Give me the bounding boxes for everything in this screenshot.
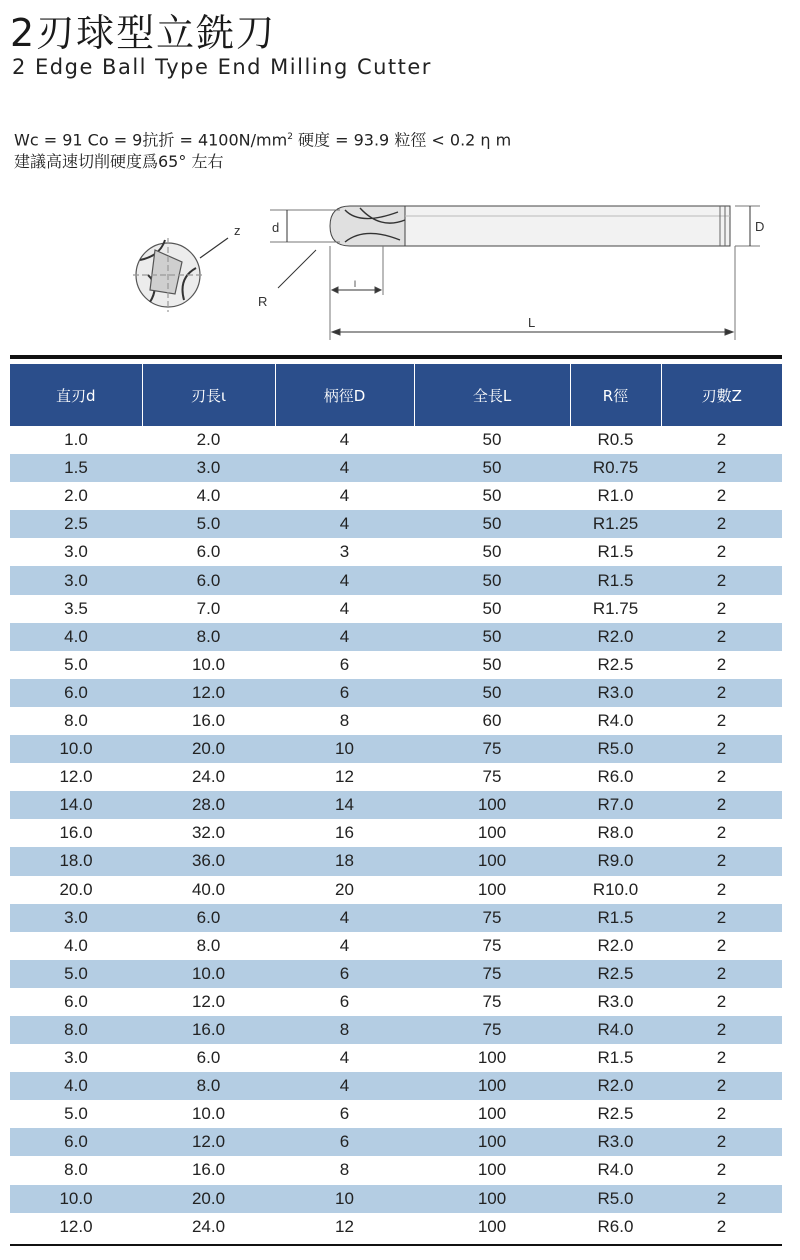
cell-edge-length: 6.0 (196, 1048, 221, 1068)
table-row (10, 1128, 782, 1156)
cell-shank-diameter: 6 (339, 1104, 350, 1124)
cell-radius: R8.0 (597, 823, 634, 843)
flute-count-label: z (234, 223, 241, 238)
cell-edge-length: 36.0 (142, 847, 275, 875)
cell-radius: R2.0 (570, 1072, 661, 1100)
cell-overall-length: 100 (414, 1128, 570, 1156)
cell-radius: R2.0 (597, 935, 634, 955)
spec-table (10, 364, 782, 1241)
cell-edge-length: 6.0 (142, 566, 275, 594)
table-row (10, 763, 782, 791)
cell-flute-count: 2 (661, 960, 782, 988)
cell-flute-count: 2 (716, 935, 727, 955)
cell-diameter: 5.0 (64, 654, 88, 674)
cell-radius: R3.0 (597, 991, 634, 1011)
cell-radius: R1.75 (592, 598, 639, 618)
cell-overall-length: 100 (414, 847, 570, 875)
cell-shank-diameter: 6 (339, 654, 350, 674)
cell-diameter: 18.0 (10, 847, 142, 875)
cell-diameter: 4.0 (10, 1072, 142, 1100)
cell-overall-length: 100 (477, 1160, 507, 1180)
table-row (10, 1044, 782, 1072)
dim-label-L: L (528, 315, 536, 330)
cell-flute-count: 2 (716, 486, 727, 506)
cell-shank-diameter: 14 (275, 791, 414, 819)
cell-shank-diameter: 6 (275, 679, 414, 707)
cell-flute-count: 2 (716, 879, 727, 899)
material-spec (14, 126, 511, 173)
cell-flute-count: 2 (716, 542, 727, 562)
cell-overall-length: 100 (414, 1185, 570, 1213)
cell-overall-length: 50 (482, 654, 502, 674)
cell-overall-length: 100 (477, 1104, 507, 1124)
cell-flute-count: 2 (716, 710, 727, 730)
cell-shank-diameter: 4 (339, 430, 350, 450)
cell-edge-length: 8.0 (142, 623, 275, 651)
cell-flute-count: 2 (716, 430, 727, 450)
cell-shank-diameter: 6 (275, 960, 414, 988)
cell-edge-length: 20.0 (142, 1185, 275, 1213)
table-row (10, 426, 782, 454)
cell-flute-count: 2 (661, 510, 782, 538)
cell-edge-length: 16.0 (142, 1016, 275, 1044)
cell-diameter: 3.5 (64, 598, 88, 618)
cell-radius: R3.0 (570, 1128, 661, 1156)
spec-line-1 (14, 126, 511, 151)
cell-edge-length: 40.0 (191, 879, 226, 899)
cell-flute-count: 2 (661, 454, 782, 482)
cell-overall-length: 50 (482, 598, 502, 618)
cell-diameter: 6.0 (64, 991, 88, 1011)
cell-overall-length: 50 (414, 679, 570, 707)
table-row (10, 904, 782, 932)
cell-edge-length: 24.0 (191, 1216, 226, 1236)
table-row (10, 595, 782, 623)
cell-diameter: 4.0 (64, 935, 88, 955)
cell-edge-length: 10.0 (191, 654, 226, 674)
col-header-flute-count: 刃數Z (661, 364, 782, 426)
table-row (10, 1072, 782, 1100)
cell-diameter: 3.0 (10, 566, 142, 594)
dim-label-R: R (258, 294, 268, 309)
cell-radius: R1.5 (597, 1048, 634, 1068)
cell-diameter: 3.0 (64, 1048, 88, 1068)
cell-shank-diameter: 4 (275, 510, 414, 538)
cell-edge-length: 10.0 (191, 1104, 226, 1124)
cell-shank-diameter: 10 (275, 735, 414, 763)
cell-diameter: 4.0 (10, 623, 142, 651)
cell-shank-diameter: 12 (335, 1216, 354, 1236)
cell-overall-length: 100 (477, 1048, 507, 1068)
col-header-diameter: 直刃d (10, 364, 142, 426)
cell-diameter: 20.0 (59, 879, 93, 899)
cell-flute-count: 2 (716, 1048, 727, 1068)
cell-diameter: 8.0 (64, 1160, 88, 1180)
cell-overall-length: 100 (477, 1216, 507, 1236)
table-row (10, 1156, 782, 1184)
cell-flute-count: 2 (661, 1185, 782, 1213)
cell-overall-length: 100 (477, 879, 507, 899)
cell-overall-length: 100 (414, 791, 570, 819)
table-row (10, 1213, 782, 1241)
cell-edge-length: 24.0 (191, 767, 226, 787)
cell-overall-length: 50 (482, 430, 502, 450)
table-row (10, 566, 782, 594)
cell-flute-count: 2 (661, 735, 782, 763)
cell-diameter: 14.0 (10, 791, 142, 819)
cell-diameter: 10.0 (10, 1185, 142, 1213)
table-row (10, 1100, 782, 1128)
table-row (10, 791, 782, 819)
cell-shank-diameter: 8 (339, 710, 350, 730)
cell-radius: R10.0 (592, 879, 639, 899)
cell-shank-diameter: 3 (339, 542, 350, 562)
col-header-radius: R徑 (570, 364, 661, 426)
cell-overall-length: 75 (482, 767, 502, 787)
cell-diameter: 10.0 (10, 735, 142, 763)
cell-overall-length: 50 (482, 542, 502, 562)
cell-diameter: 5.0 (10, 960, 142, 988)
cell-flute-count: 2 (661, 566, 782, 594)
col-header-edge-length: 刃長ι (142, 364, 275, 426)
end-view-drawing (133, 238, 228, 312)
cell-radius: R1.5 (570, 904, 661, 932)
cell-flute-count: 2 (661, 1016, 782, 1044)
cell-shank-diameter: 6 (275, 1128, 414, 1156)
cell-edge-length: 6.0 (196, 542, 221, 562)
cell-shank-diameter: 8 (275, 1016, 414, 1044)
table-row (10, 482, 782, 510)
cell-shank-diameter: 12 (335, 767, 354, 787)
cell-shank-diameter: 4 (339, 935, 350, 955)
cell-flute-count: 2 (661, 1072, 782, 1100)
table-row (10, 988, 782, 1016)
cell-overall-length: 75 (414, 960, 570, 988)
cell-edge-length: 5.0 (142, 510, 275, 538)
cell-radius: R7.0 (570, 791, 661, 819)
cell-flute-count: 2 (661, 1128, 782, 1156)
cell-shank-diameter: 4 (275, 566, 414, 594)
cell-edge-length: 2.0 (196, 430, 221, 450)
cell-overall-length: 75 (414, 1016, 570, 1044)
cell-diameter: 6.0 (10, 1128, 142, 1156)
cell-radius: R1.0 (597, 486, 634, 506)
cell-flute-count: 2 (661, 679, 782, 707)
cell-overall-length: 75 (414, 735, 570, 763)
cell-flute-count: 2 (716, 598, 727, 618)
cell-overall-length: 50 (414, 623, 570, 651)
cell-flute-count: 2 (661, 623, 782, 651)
cell-edge-length: 16.0 (191, 710, 226, 730)
cell-overall-length: 50 (482, 486, 502, 506)
cell-diameter: 1.0 (64, 430, 88, 450)
page-subtitle: 2 Edge Ball Type End Milling Cutter (12, 55, 432, 79)
cell-radius: R2.0 (570, 623, 661, 651)
cell-radius: R2.5 (597, 1104, 634, 1124)
cell-diameter: 12.0 (59, 1216, 93, 1236)
cell-edge-length: 4.0 (196, 486, 221, 506)
cell-radius: R1.5 (570, 566, 661, 594)
cell-radius: R3.0 (570, 679, 661, 707)
cell-overall-length: 100 (414, 1072, 570, 1100)
table-row (10, 623, 782, 651)
side-view-drawing (270, 206, 760, 340)
cell-edge-length: 12.0 (142, 679, 275, 707)
cell-flute-count: 2 (716, 767, 727, 787)
cell-shank-diameter: 4 (339, 598, 350, 618)
cell-edge-length: 7.0 (196, 598, 221, 618)
cell-diameter: 12.0 (59, 767, 93, 787)
cell-shank-diameter: 4 (275, 904, 414, 932)
cell-diameter: 6.0 (10, 679, 142, 707)
cell-shank-diameter: 4 (275, 623, 414, 651)
cell-shank-diameter: 16 (335, 823, 354, 843)
cell-radius: R1.5 (597, 542, 634, 562)
dim-label-l: l (354, 279, 356, 289)
cell-edge-length: 3.0 (142, 454, 275, 482)
cell-edge-length: 8.0 (196, 935, 221, 955)
cell-edge-length: 32.0 (191, 823, 226, 843)
cell-radius: R9.0 (570, 847, 661, 875)
cell-overall-length: 50 (414, 510, 570, 538)
table-top-rule (10, 355, 782, 359)
page-title: 2刃球型立銑刀 (10, 11, 277, 55)
cell-radius: R4.0 (570, 1016, 661, 1044)
cell-edge-length: 6.0 (142, 904, 275, 932)
spec-line-1-superscript: 2 (287, 132, 293, 142)
table-row (10, 454, 782, 482)
cell-diameter: 1.5 (10, 454, 142, 482)
table-body (10, 426, 782, 1241)
table-row (10, 707, 782, 735)
table-row (10, 679, 782, 707)
table-row (10, 876, 782, 904)
table-row (10, 510, 782, 538)
cell-edge-length: 28.0 (142, 791, 275, 819)
cell-diameter: 3.0 (10, 904, 142, 932)
cell-shank-diameter: 4 (339, 486, 350, 506)
table-row (10, 1016, 782, 1044)
cell-diameter: 2.0 (64, 486, 88, 506)
cell-flute-count: 2 (716, 823, 727, 843)
cell-overall-length: 50 (414, 454, 570, 482)
cell-radius: R5.0 (570, 1185, 661, 1213)
cell-radius: R6.0 (597, 1216, 634, 1236)
cell-edge-length: 12.0 (142, 1128, 275, 1156)
cell-flute-count: 2 (661, 791, 782, 819)
cell-diameter: 8.0 (10, 1016, 142, 1044)
cell-flute-count: 2 (716, 1216, 727, 1236)
cell-radius: R6.0 (597, 767, 634, 787)
cell-shank-diameter: 8 (339, 1160, 350, 1180)
cell-edge-length: 12.0 (191, 991, 226, 1011)
cell-radius: R1.25 (570, 510, 661, 538)
cell-flute-count: 2 (716, 1104, 727, 1124)
table-row (10, 847, 782, 875)
table-row (10, 538, 782, 566)
cell-shank-diameter: 6 (339, 991, 350, 1011)
spec-line-1-rest: 硬度 = 93.9 粒徑 < 0.2 η m (292, 130, 512, 150)
cutter-diagram (0, 190, 800, 350)
cell-flute-count: 2 (661, 904, 782, 932)
cell-diameter: 2.5 (10, 510, 142, 538)
table-row (10, 960, 782, 988)
cell-edge-length: 10.0 (142, 960, 275, 988)
cell-radius: R4.0 (597, 710, 634, 730)
table-header-row (10, 364, 782, 426)
cell-edge-length: 20.0 (142, 735, 275, 763)
cell-radius: R2.5 (570, 960, 661, 988)
cell-diameter: 3.0 (64, 542, 88, 562)
table-row (10, 819, 782, 847)
cell-overall-length: 60 (482, 710, 502, 730)
cell-diameter: 5.0 (64, 1104, 88, 1124)
spec-line-1-main: Wc = 91 Co = 9抗折 = 4100N/mm (14, 130, 288, 150)
cell-shank-diameter: 10 (275, 1185, 414, 1213)
cell-flute-count: 2 (716, 991, 727, 1011)
dim-label-D: D (755, 219, 765, 234)
cell-shank-diameter: 4 (339, 1048, 350, 1068)
cell-edge-length: 16.0 (191, 1160, 226, 1180)
cell-flute-count: 2 (716, 654, 727, 674)
cell-radius: R0.75 (570, 454, 661, 482)
cell-overall-length: 75 (482, 935, 502, 955)
cell-shank-diameter: 4 (275, 454, 414, 482)
cell-diameter: 8.0 (64, 710, 88, 730)
cell-overall-length: 100 (477, 823, 507, 843)
cell-edge-length: 8.0 (142, 1072, 275, 1100)
cell-radius: R2.5 (597, 654, 634, 674)
cell-shank-diameter: 18 (275, 847, 414, 875)
cell-flute-count: 2 (716, 1160, 727, 1180)
col-header-shank-diameter: 柄徑D (275, 364, 414, 426)
table-row (10, 1185, 782, 1213)
cell-shank-diameter: 4 (275, 1072, 414, 1100)
spec-line-2: 建議高速切削硬度爲65° 左右 (14, 152, 224, 172)
col-header-overall-length: 全長L (414, 364, 570, 426)
cell-radius: R5.0 (570, 735, 661, 763)
cell-overall-length: 75 (482, 991, 502, 1011)
cell-diameter: 16.0 (59, 823, 93, 843)
table-bottom-rule (10, 1244, 782, 1246)
cell-flute-count: 2 (661, 847, 782, 875)
table-row (10, 932, 782, 960)
cell-radius: R0.5 (597, 430, 634, 450)
dim-label-d: d (272, 220, 280, 235)
cell-shank-diameter: 20 (335, 879, 354, 899)
cell-overall-length: 50 (414, 566, 570, 594)
table-row (10, 735, 782, 763)
table-row (10, 651, 782, 679)
cell-radius: R4.0 (597, 1160, 634, 1180)
cell-overall-length: 75 (414, 904, 570, 932)
